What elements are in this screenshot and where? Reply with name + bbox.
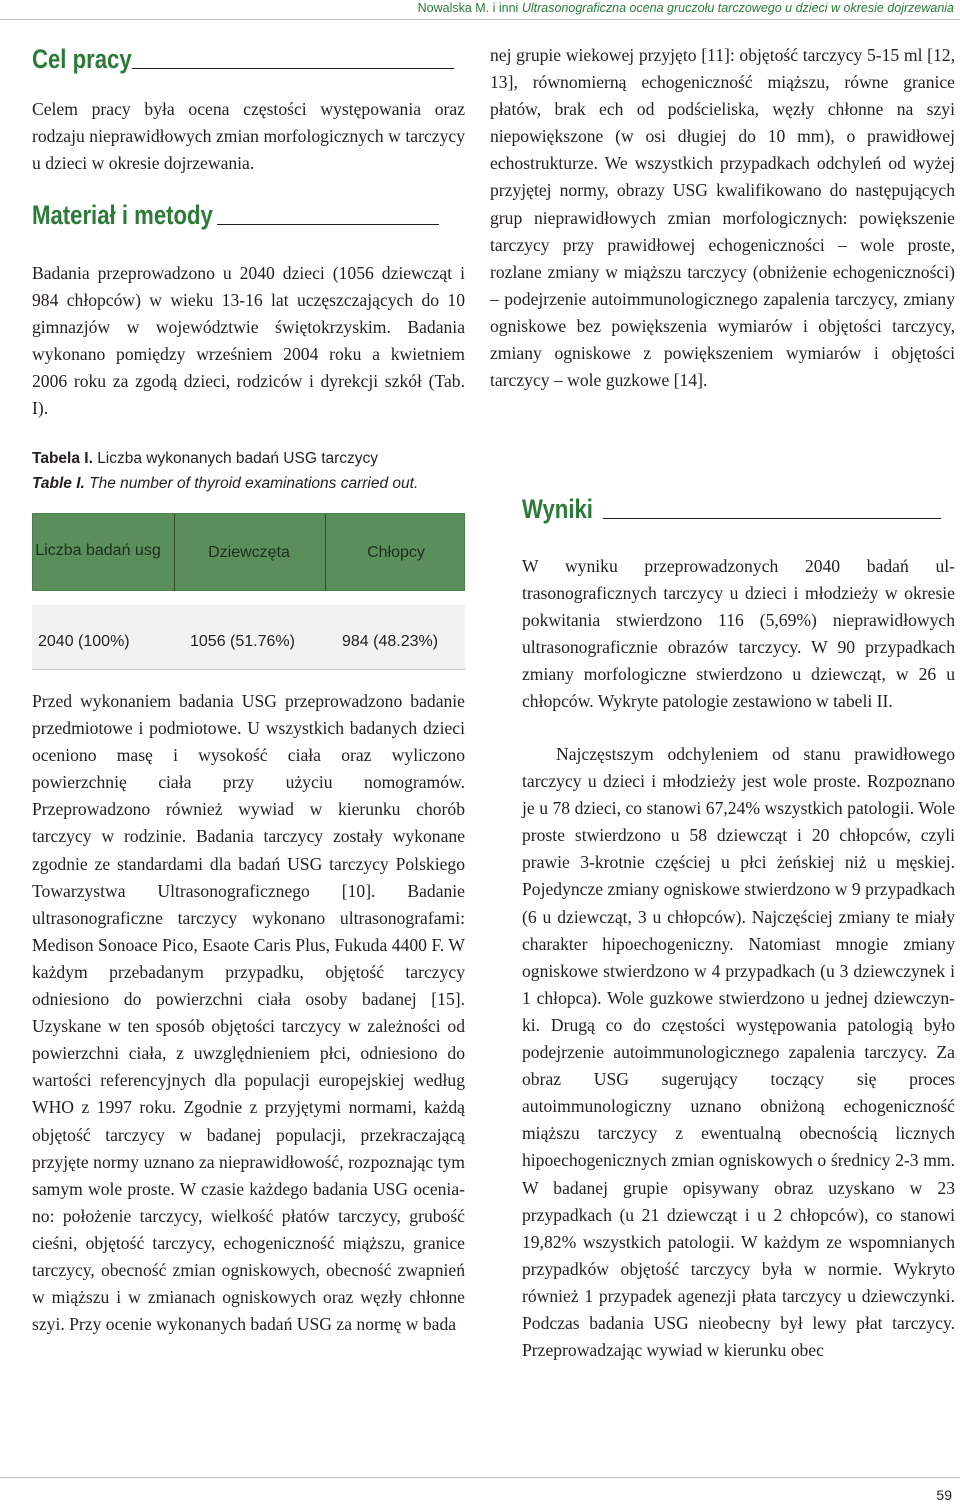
heading-material-i-metody: Materiał i metody (32, 200, 213, 230)
table-header-cell: Liczba badań usg (35, 542, 161, 559)
table-label-en: Table I. (32, 475, 85, 492)
heading-rule (132, 68, 454, 69)
table-cell: 984 (48.23%) (342, 633, 439, 650)
paragraph-methods-continued: Przed wykonaniem badania USG przeprowadzono badanie przedmiotowe i podmiotowe. U wszystkich badanych dzieci oceniono masę i wysokość ciała oraz wyliczono powierzchnię ciała przy użyciu nomogramów. Przeprowadzono również wywiad w kierunku chorób tarczycy w rodzinie. Badania tarczycy zostały wykonane zgodnie ze standardami dla badań USG tarczycy Polskiego Towarzystwa Ultrasonograficznego [10]. Badanie ultrasonograficzne tarczycy wykonano ultrasonografami: Medison Sonoace Pico, Esaote Caris Plus, Fukuda 4400 F. W każdym przebadanym przypadku, objętość tarczycy odniesiono do powierzchni ciała osoby badanej [15]. Uzyskane w ten sposób objętości tarczycy w zależności od powierzchni ciała, z uwzględnieniem płci, odniesiono do wartości referencyjnych dla populacji europejskiej według WHO z 1997 roku. Zgodnie z przyjętymi normami, każdą objętość tarczycy w badanej populacji, przekraczającą przyjęte normy uznano za nieprawidłowość, rozpoznając tym samym wole proste. W czasie każdego badania USG oceniano: położenie tarczycy, wielkość płatów tarczycy, grubość cieśni, objętość tarczycy, echogeniczność miąższu, granice tarczycy, obecność zmian ogniskowych, obecność zwapnień w miąższu i w zmianach ogniskowych oraz węzły chłonne szyi. Przy ocenie wykonanych badań USG za normę w bada (32, 691, 465, 1335)
heading-cel-pracy: Cel pracy (32, 44, 132, 74)
table-cell: 1056 (51.76%) (190, 633, 295, 650)
header-authors: Nowalska M. i inni (417, 1, 519, 15)
section-heading-cel (32, 44, 454, 74)
table-header-row (32, 513, 465, 591)
table-header-cell: Chłopcy (367, 544, 425, 561)
table-header-cell: Dziewczęta (208, 544, 290, 561)
paragraph-results-1: W wyniku przeprowadzonych 2040 badań ultrasonograficznych tarczycy u dzieci i młodzieży w okresie pokwitania stwierdzono 116 (5,69%) nieprawidłowych ultrasonograficznie obrazów tarczycy. W 90 przypadkach zmiany morfologiczne stwierdzono u dziewcząt, w 26 u chłopców. Wykryte patologie zestawiono w tabeli II. (522, 556, 955, 712)
page-number: 59 (936, 1487, 952, 1503)
table-spacer (32, 591, 465, 605)
table-caption-pl (32, 447, 378, 471)
paragraph-material: Badania przeprowadzono u 2040 dzieci (1056 dziewcząt i 984 chłopców) w wieku 13-16 lat uczęszczających do 10 gimnazjów w województwie świętokrzyskim. Badania wykonano pomiędzy wrześniem 2004 roku a kwietniem 2006 roku za zgodą dzieci, rodziców i dyrekcji szkół (Tab. I). (32, 263, 465, 419)
table-label-pl: Tabela I. (32, 450, 93, 467)
table-cell: 2040 (100%) (38, 633, 130, 650)
header-title: Ultrasonograficzna ocena gruczołu tarczowego u dzieci w okresie dojrzewania (521, 1, 954, 15)
table-row (32, 605, 465, 670)
heading-rule (603, 518, 941, 519)
column-divider (174, 514, 175, 592)
heading-rule (217, 224, 439, 225)
heading-wyniki: Wyniki (522, 494, 593, 524)
table-title-en: The number of thyroid examinations carried out. (89, 475, 419, 492)
table-exam-count (32, 513, 465, 669)
header-rule (0, 19, 960, 20)
table-caption-en (32, 472, 418, 496)
paragraph-results-2: Najczęstszym odchyleniem od stanu prawidłowego tarczycy u dzieci i młodzieży jest wole proste. Rozpoznano je u 78 dzieci, co stanowi 67,24% wszystkich patologii. Wole proste stwierdzono u 58 dziewcząt i 20 chłopców, czyli prawie 3-krotnie częściej u płci żeńskiej niż u męskiej. Pojedyncze zmiany ogniskowe stwierdzono w 9 przypadkach (6 u dziewcząt, 3 u chłopców). Najczęściej zmiany te miały charakter hipoechogeniczny. Natomiast mnogie zmiany ogniskowe stwierdzono w 4 przypadkach (u 3 dziewczynek i 1 chłopca). Wole guzkowe stwierdzono u jednej dziewczynki. Drugą co do częstości występowania patologią było podejrzenie autoimmunologicznego zapalenia tarczycy. Za obraz USG sugerujący toczący się proces autoimmunologiczny uznano obniżoną echogeniczność miąższu tarczycy z ewentualną obecnością licznych hipoechogenicznych zmian ogniskowych o średnicy 2-3 mm. W badanej grupie opisywany obraz uzyskano w 23 przypadkach (u 21 dziewcząt i u 2 chłopców), co stanowi 19,82% wszystkich patologii. W każdym ze wspomnianych przypadków objętość tarczycy była w normie. Wykryto również 1 przypadek agenezji płata tarczycy u dziewczynki. Podczas badania USG nieobecny był lewy płat tarczycy. Przeprowadzając wywiad w kierunku obec (522, 744, 955, 1361)
section-heading-wyniki (522, 494, 941, 524)
paragraph-cel: Celem pracy była ocena częstości występowania oraz rodzaju nieprawidłowych zmian morfologicznych w tarczycy u dzieci w okresie dojrzewania. (32, 99, 465, 174)
section-heading-material (32, 200, 439, 230)
table-title-pl: Liczba wykonanych badań USG tarczycy (97, 450, 379, 467)
footer-rule (0, 1477, 960, 1478)
paragraph-criteria: nej grupie wiekowej przyjęto [11]: objętość tarczycy 5-15 ml [12, 13], równomierną echogeniczność miąższu, równe granice płatów, brak ech od podścieliska, węzły chłonne na szyi niepowiększone (w osi długiej do 10 mm), o prawidłowej echostrukturze. We wszystkich przypadkach odchyleń od wyżej przyjętej normy, obrazy USG kwalifikowano do następujących grup nieprawidłowych zmian morfologicznych: powiększenie tarczycy przy prawidłowej echogeniczności – wole proste, rozlane zmiany w miąższu tarczycy (obniżenie echogeniczności) – podejrzenie autoimmunologicznego zapalenia tarczycy, zmiany ogniskowe bez powiększenia wymiarów i objętości tarczycy, zmiany ogniskowe z powiększeniem wymiarów i objętości tarczycy – wole guzkowe [14]. (490, 45, 955, 391)
running-header (300, 0, 954, 20)
